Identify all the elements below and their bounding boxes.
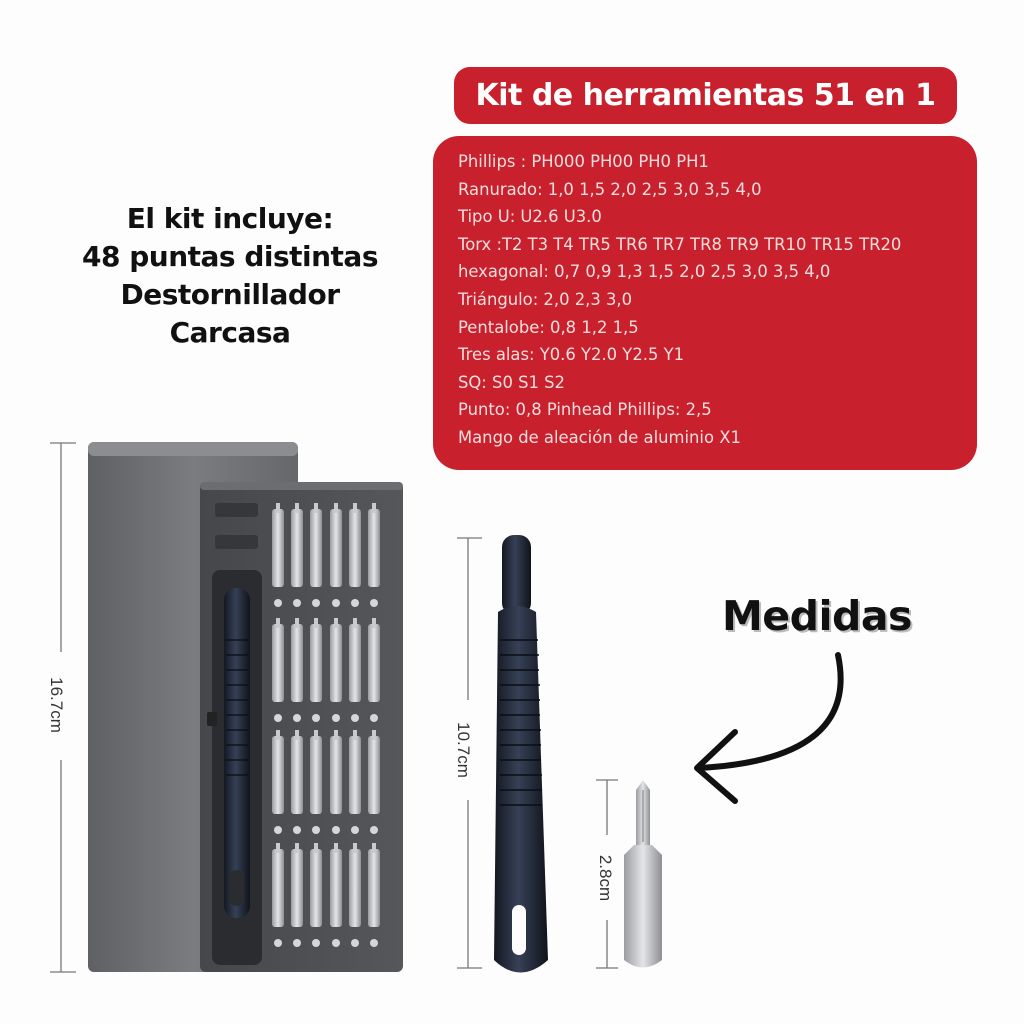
tray-bit-marker: [312, 599, 320, 607]
tray-bit: [349, 736, 361, 814]
tray-bit: [368, 849, 380, 927]
tray-bit-marker: [312, 939, 320, 947]
spec-item: Pentalobe: 0,8 1,2 1,5: [458, 317, 639, 337]
tray-bit: [310, 736, 322, 814]
tray-bit-tip: [295, 843, 299, 853]
spec-item: Ranurado: 1,0 1,5 2,0 2,5 3,0 3,5 4,0: [458, 179, 762, 199]
tray-bit-marker: [351, 599, 359, 607]
tray-bit: [330, 736, 342, 814]
spec-item: Mango de aleación de aluminio X1: [458, 427, 741, 447]
tray-bit: [272, 736, 284, 814]
includes-bits: 48 puntas distintas: [82, 240, 378, 273]
tray-bit-marker: [370, 939, 378, 947]
spec-item: Phillips : PH000 PH00 PH0 PH1: [458, 152, 709, 171]
tray-bit-marker: [312, 826, 320, 834]
includes-screwdriver: Destornillador: [120, 278, 340, 311]
tray-bit-tip: [334, 730, 338, 740]
tray-bit-tip: [276, 618, 280, 628]
tray-bit-tip: [295, 730, 299, 740]
tray-bit: [349, 849, 361, 927]
arrow-icon: [697, 655, 841, 801]
tray-bit-marker: [293, 714, 301, 722]
spec-item: hexagonal: 0,7 0,9 1,3 1,5 2,0 2,5 3,0 3,5 4,0: [458, 262, 831, 282]
tray-bit-marker: [370, 714, 378, 722]
tray-bit-marker: [332, 599, 340, 607]
includes-heading: El kit incluye:: [126, 202, 334, 235]
spec-item: Tipo U: U2.6 U3.0: [458, 207, 602, 227]
tray-bit: [291, 849, 303, 927]
spec-item: Triángulo: 2,0 2,3 3,0: [458, 289, 633, 309]
tray-bit-tip: [276, 503, 280, 513]
screwdriver-dimension-label: 10.7cm: [453, 722, 473, 778]
tray-bit-tip: [314, 503, 318, 513]
screwdriver: [494, 535, 548, 973]
tray-bit-marker: [370, 826, 378, 834]
tray-bit-tip: [295, 618, 299, 628]
tray-bit-marker: [293, 939, 301, 947]
tray-bit: [349, 509, 361, 587]
tray-bit-tip: [314, 618, 318, 628]
tray-bit-marker: [274, 714, 282, 722]
tray-bit: [272, 509, 284, 587]
tray-bit: [330, 849, 342, 927]
tray-bit: [368, 736, 380, 814]
tray-bit: [330, 509, 342, 587]
tray-bit-marker: [351, 714, 359, 722]
tray-bit: [310, 624, 322, 702]
tray-bit-marker: [293, 599, 301, 607]
tray-bit-marker: [274, 939, 282, 947]
tray-bit: [310, 849, 322, 927]
tray-bit-marker: [293, 826, 301, 834]
tray-bit: [310, 509, 322, 587]
tray-bit-marker: [370, 599, 378, 607]
tray-bit-tip: [334, 843, 338, 853]
tray-bit-marker: [274, 599, 282, 607]
measurements-heading: Medidas: [722, 592, 912, 640]
kit-title: Kit de herramientas 51 en 1: [454, 67, 957, 124]
tray-bit-tip: [353, 503, 357, 513]
includes-case: Carcasa: [169, 316, 291, 349]
spec-item: Tres alas: Y0.6 Y2.0 Y2.5 Y1: [458, 345, 685, 365]
tray-bit-marker: [332, 826, 340, 834]
tray-bit-marker: [274, 826, 282, 834]
case-dimension-label: 16.7cm: [46, 677, 66, 733]
bit-dimension-label: 2.8cm: [596, 854, 616, 902]
tray-bit-tip: [314, 730, 318, 740]
tray-bit: [291, 624, 303, 702]
tray-bit: [368, 509, 380, 587]
tray-bit-marker: [332, 939, 340, 947]
tray-bit-tip: [276, 843, 280, 853]
bit: [624, 780, 662, 968]
tray-bit: [291, 736, 303, 814]
tray-bit-marker: [351, 826, 359, 834]
tray-bit-tip: [276, 730, 280, 740]
tray-bit-tip: [353, 730, 357, 740]
spec-item: Punto: 0,8 Pinhead Phillips: 2,5: [458, 400, 712, 420]
tray-bit-tip: [295, 503, 299, 513]
tray-bit: [368, 624, 380, 702]
tray-bit-tip: [314, 843, 318, 853]
tray-bit-tip: [334, 618, 338, 628]
tray-bit-tip: [372, 503, 376, 513]
tray-bit: [349, 624, 361, 702]
tray-bit-marker: [351, 939, 359, 947]
tray-bit-marker: [312, 714, 320, 722]
tray-bit-tip: [372, 843, 376, 853]
tray-bit: [272, 849, 284, 927]
tray-bit-tip: [372, 730, 376, 740]
spec-item: Torx :T2 T3 T4 TR5 TR6 TR7 TR8 TR9 TR10 TR15 TR20: [458, 234, 902, 254]
tray-bit-tip: [372, 618, 376, 628]
tray-bit: [330, 624, 342, 702]
tray-bit: [272, 624, 284, 702]
tray-bit-tip: [334, 503, 338, 513]
tray-bit: [291, 509, 303, 587]
tray-bit-tip: [353, 618, 357, 628]
tray-bit-tip: [353, 843, 357, 853]
tray-bit-marker: [332, 714, 340, 722]
spec-item: SQ: S0 S1 S2: [458, 372, 565, 392]
